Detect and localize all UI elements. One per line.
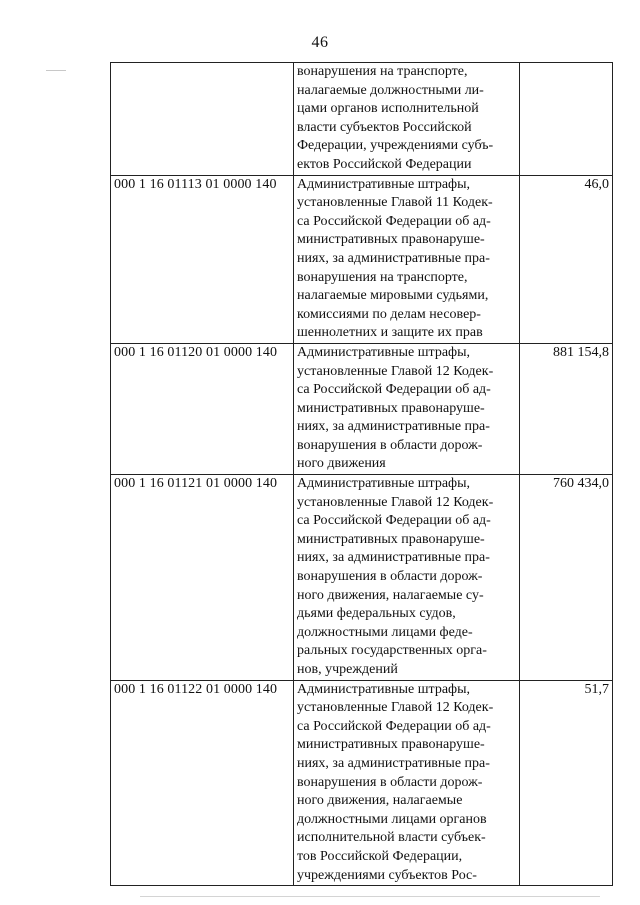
description-line: Административные штрафы, <box>297 176 471 192</box>
description-cell <box>294 475 520 681</box>
description-line: цами органов исполнительной <box>297 101 479 117</box>
description-line: вонарушения на транспорте, <box>297 269 468 285</box>
description-line: установленные Главой 12 Кодек- <box>297 363 494 379</box>
amount-cell <box>520 63 613 176</box>
page-number: 46 <box>311 34 329 51</box>
description-line: ного движения <box>297 456 386 472</box>
table-row <box>111 343 613 474</box>
description-line: должностными лицами феде- <box>297 624 473 640</box>
description-line: установленные Главой 12 Кодек- <box>297 494 494 510</box>
description-line: са Российской Федерации об ад- <box>297 513 491 529</box>
budget-table <box>110 62 613 886</box>
amount-cell: 46,0 <box>520 175 613 343</box>
description-cell <box>294 680 520 886</box>
description-line: Административные штрафы, <box>297 681 471 697</box>
code-cell: 000 1 16 01122 01 0000 140 <box>111 680 294 886</box>
table-row <box>111 63 613 176</box>
description-cell <box>294 175 520 343</box>
description-line: ниях, за административные пра- <box>297 755 490 771</box>
description-line: нов, учреждений <box>297 662 398 677</box>
description-line: тов Российской Федерации, <box>297 848 463 864</box>
amount-cell: 51,7 <box>520 680 613 886</box>
description-line: са Российской Федерации об ад- <box>297 718 491 734</box>
description-line: ниях, за административные пра- <box>297 550 490 566</box>
description-line: Федерации, учреждениями субъ- <box>297 138 494 154</box>
description-line: ного движения, налагаемые <box>297 793 463 809</box>
description-line: министративных правонаруше- <box>297 737 485 753</box>
description-line: вонарушения в области дорож- <box>297 569 483 585</box>
table-row <box>111 175 613 343</box>
description-line: ральных государственных орга- <box>297 643 487 659</box>
description-line: комиссиями по делам несовер- <box>297 306 481 322</box>
description-line: министративных правонаруше- <box>297 531 485 547</box>
description-line: налагаемые мировыми судьями, <box>297 288 489 304</box>
description-line: установленные Главой 11 Кодек- <box>297 195 493 211</box>
description-line: Административные штрафы, <box>297 476 471 492</box>
description-line: вонарушения на транспорте, <box>297 64 468 79</box>
description-line: ного движения, налагаемые су- <box>297 587 484 603</box>
amount-cell: 760 434,0 <box>520 475 613 681</box>
description-line: ниях, за административные пра- <box>297 419 490 435</box>
code-cell <box>111 63 294 176</box>
description-line: должностными лицами органов <box>297 811 487 827</box>
description-line: ектов Российской Федерации <box>297 156 472 172</box>
description-line: министративных правонаруше- <box>297 400 485 416</box>
description-line: ниях, за административные пра- <box>297 250 490 266</box>
description-line: учреждениями субъектов Рос- <box>297 867 477 883</box>
code-cell: 000 1 16 01113 01 0000 140 <box>111 175 294 343</box>
table-row <box>111 475 613 681</box>
code-cell: 000 1 16 01120 01 0000 140 <box>111 343 294 474</box>
bottom-rule <box>140 896 600 897</box>
description-cell <box>294 63 520 176</box>
description-line: налагаемые должностными ли- <box>297 82 484 98</box>
description-line: дьями федеральных судов, <box>297 606 456 622</box>
description-line: Административные штрафы, <box>297 344 471 360</box>
description-line: установленные Главой 12 Кодек- <box>297 700 494 716</box>
description-line: вонарушения в области дорож- <box>297 437 483 453</box>
description-line: министративных правонаруше- <box>297 232 485 248</box>
description-cell <box>294 343 520 474</box>
description-line: вонарушения в области дорож- <box>297 774 483 790</box>
description-line: власти субъектов Российской <box>297 119 472 135</box>
amount-cell: 881 154,8 <box>520 343 613 474</box>
description-line: са Российской Федерации об ад- <box>297 213 491 229</box>
description-line: исполнительной власти субъек- <box>297 830 486 846</box>
margin-mark <box>46 70 66 71</box>
description-line: шеннолетних и защите их прав <box>297 325 483 341</box>
code-cell: 000 1 16 01121 01 0000 140 <box>111 475 294 681</box>
description-line: са Российской Федерации об ад- <box>297 382 491 398</box>
table-row <box>111 680 613 886</box>
